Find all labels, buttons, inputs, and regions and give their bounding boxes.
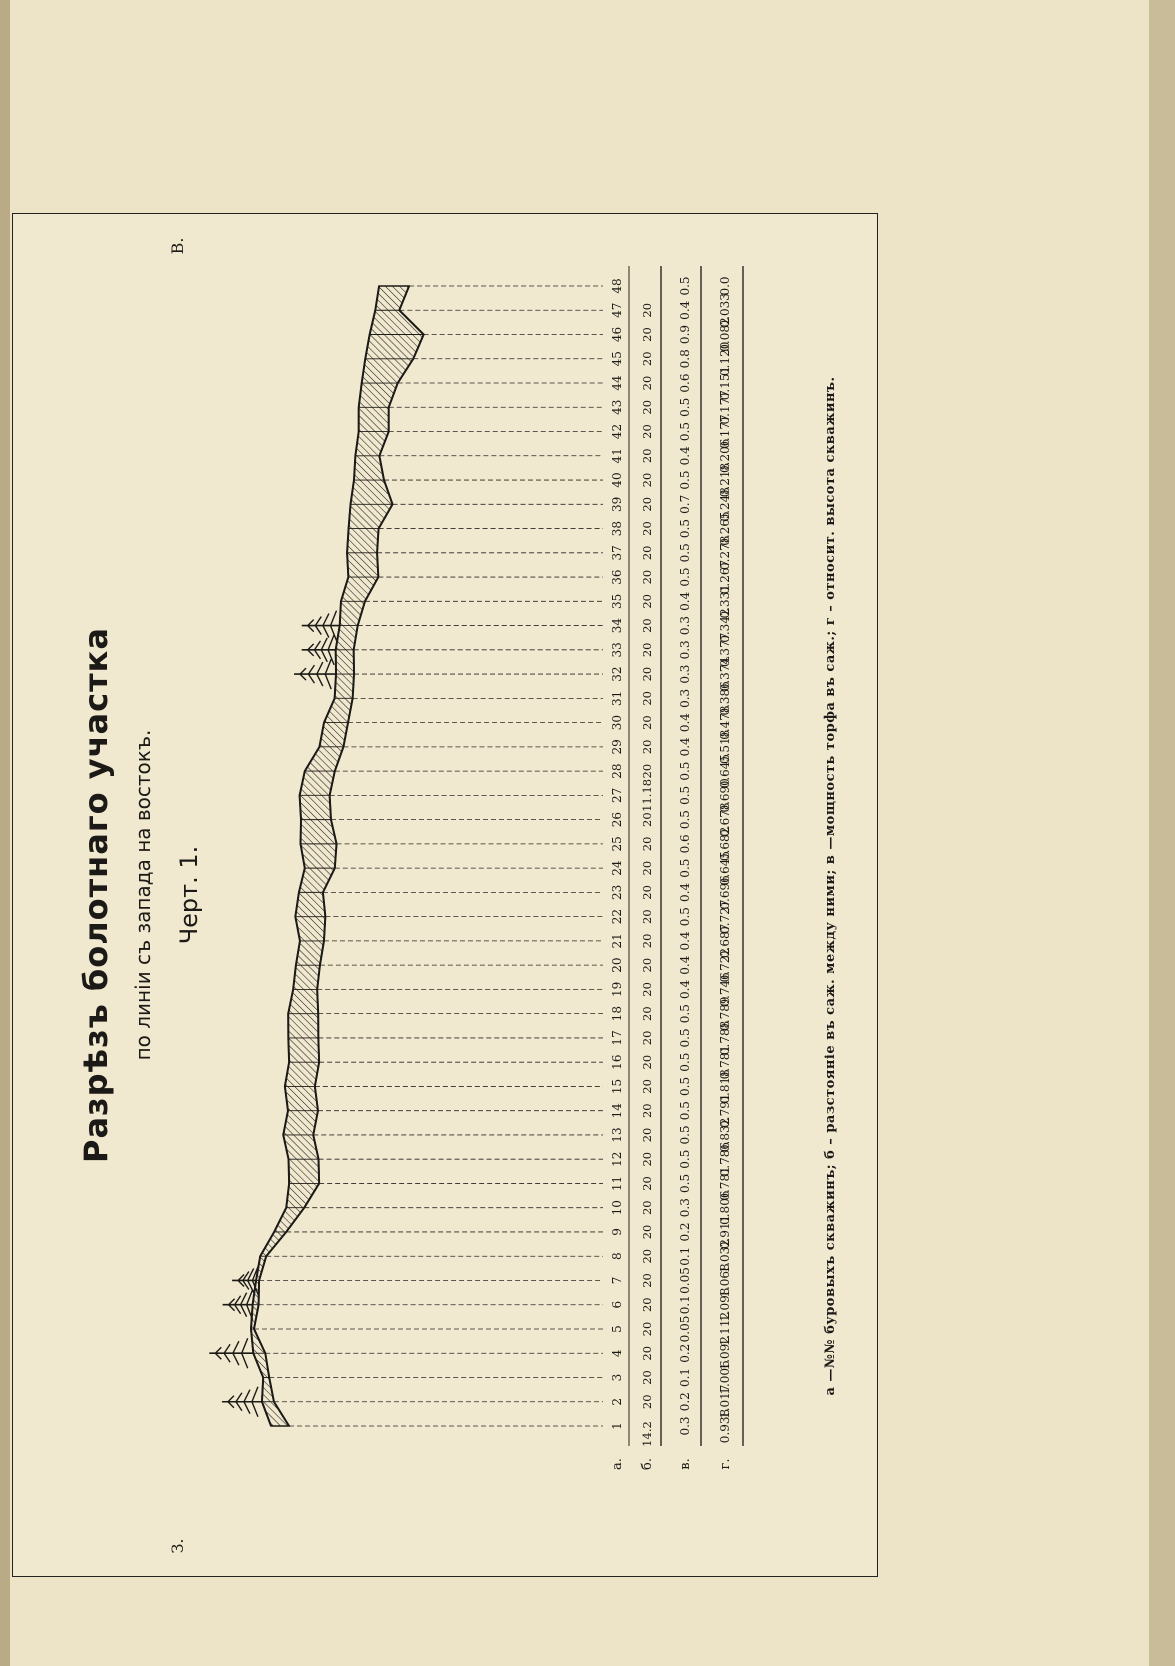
- peat-thickness-value: 0.2: [678, 1392, 692, 1412]
- peat-thickness-value: 0.5: [678, 1149, 692, 1169]
- peat-thickness-value: 0.5: [678, 1076, 692, 1096]
- peat-thickness-value: 0.5: [678, 858, 692, 878]
- distance-value: 11.18: [640, 778, 654, 812]
- peat-thickness-value: 0.1: [678, 1246, 692, 1266]
- distance-value: 20: [640, 666, 654, 682]
- figure-label: Черт. 1.: [175, 845, 203, 945]
- borehole-number: 18: [610, 1006, 624, 1022]
- peat-thickness-value: 0.1: [678, 1295, 692, 1315]
- label-east: В.: [168, 237, 187, 255]
- distance-value: 20: [640, 424, 654, 439]
- borehole-number: 4: [610, 1349, 624, 1358]
- borehole-number: 40: [610, 472, 624, 488]
- relative-height-value: 1.092: [718, 1336, 732, 1371]
- relative-height-value: 0.781: [718, 1166, 732, 1201]
- distance-value: 20: [640, 1200, 654, 1216]
- row-label-d: г.: [718, 1458, 733, 1470]
- relative-height-value: 0.342: [718, 608, 732, 643]
- relative-height-value: 0.267: [718, 559, 732, 595]
- peat-thickness-value: 0.3: [678, 664, 692, 684]
- borehole-number: 31: [610, 690, 624, 706]
- distance-value: 20: [640, 860, 654, 876]
- peat-thickness-value: 0.4: [678, 882, 692, 902]
- borehole-number: 32: [610, 666, 624, 682]
- relative-height-value: 0.518: [718, 729, 732, 765]
- relative-height-value: 0.478: [718, 705, 732, 740]
- tree-icon: [302, 611, 340, 641]
- distance-value: 20: [640, 302, 654, 318]
- distance-value: 20: [640, 1224, 654, 1240]
- distance-value: 14.2: [640, 1421, 654, 1447]
- borehole-number: 5: [610, 1325, 624, 1333]
- borehole-number: 24: [610, 860, 624, 876]
- peat-thickness-value: 0.4: [678, 591, 692, 611]
- borehole-number: 11: [610, 1175, 624, 1192]
- peat-thickness-value: 0.5: [678, 1173, 692, 1193]
- distance-value: 20: [640, 1030, 654, 1046]
- peat-thickness-value: 0.5: [678, 276, 692, 296]
- distance-value: 20: [640, 836, 654, 852]
- profile-chart: [13, 214, 877, 1576]
- borehole-number: 28: [610, 763, 624, 779]
- borehole-number: 7: [610, 1276, 624, 1285]
- relative-height-value: 0.722: [718, 947, 732, 983]
- relative-height-value: 0.248: [718, 487, 732, 522]
- legend-caption: а —№№ буровыхъ скважинъ; б – разстояніе въ саж. между ними; в —мощность торфа въ саж.; г – относит. высота скважинъ.: [823, 376, 838, 1396]
- peat-thickness-value: 0.2: [678, 1343, 692, 1363]
- relative-height-value: 1.098: [718, 1287, 732, 1322]
- relative-height-value: 0.746: [718, 972, 732, 1007]
- peat-thickness-value: 0.1: [678, 1367, 692, 1388]
- peat-thickness-value: 0.4: [678, 300, 692, 320]
- peat-thickness-value: 0.5: [678, 761, 692, 781]
- peat-thickness-value: 0.05: [678, 1315, 692, 1343]
- relative-height-value: 1.068: [718, 1263, 732, 1298]
- peat-thickness-value: 0.6: [678, 834, 692, 854]
- distance-value: 20: [640, 715, 654, 730]
- tree-icon: [294, 659, 336, 689]
- row-label-b: б.: [640, 1458, 655, 1470]
- borehole-number: 23: [610, 884, 624, 901]
- relative-height-value: 0.082: [718, 317, 732, 352]
- relative-height-value: 0.177: [718, 414, 732, 449]
- distance-value: 20: [640, 1370, 654, 1385]
- peat-thickness-value: 0.5: [678, 785, 692, 805]
- relative-height-value: 0.727: [718, 899, 732, 934]
- borehole-number: 33: [610, 642, 624, 658]
- distance-value: 20: [640, 739, 654, 755]
- borehole-number: 27: [610, 787, 624, 804]
- borehole-number: 6: [610, 1300, 624, 1309]
- peat-thickness-value: 0.2: [678, 1222, 692, 1242]
- row-label-a: а.: [610, 1458, 625, 1470]
- borehole-number: 46: [610, 326, 624, 343]
- label-west: З.: [168, 1538, 187, 1554]
- peat-thickness-value: 0.5: [678, 567, 692, 587]
- peat-thickness-value: 0.3: [678, 1198, 692, 1218]
- peat-thickness-value: 0.4: [678, 713, 692, 733]
- rotated-figure: [13, 214, 877, 1576]
- mineral-bottom-line: [254, 286, 424, 1426]
- relative-height-value: 0.818: [718, 1069, 732, 1104]
- figure-frame: [12, 213, 878, 1577]
- relative-height-value: 0.682: [718, 826, 732, 862]
- relative-height-value: 0.781: [718, 1044, 732, 1080]
- tree-icon: [223, 1290, 253, 1320]
- peat-thickness-value: 0.3: [678, 640, 692, 660]
- relative-height-value: 0.690: [718, 778, 732, 813]
- relative-height-value: 0.386: [718, 681, 732, 716]
- borehole-number: 25: [610, 836, 624, 852]
- distance-value: 20: [640, 375, 654, 391]
- figure-subtitle: по линіи съ запада на востокъ.: [131, 729, 155, 1061]
- peat-thickness-value: 0.4: [678, 955, 692, 975]
- peat-thickness-value: 0.5: [678, 1101, 692, 1121]
- borehole-number: 12: [610, 1151, 624, 1167]
- distance-value: 20: [640, 642, 654, 658]
- relative-height-value: 0.265: [718, 511, 732, 546]
- peat-thickness-value: 0.4: [678, 737, 692, 757]
- peat-thickness-value: 0.3: [678, 688, 692, 708]
- peat-thickness-value: 0.5: [678, 543, 692, 563]
- distance-value: 20: [640, 1054, 654, 1070]
- relative-height-value: 1.032: [718, 1239, 732, 1274]
- distance-value: 20: [640, 1394, 654, 1410]
- distance-value: 20: [640, 1321, 654, 1337]
- distance-value: 20: [640, 1176, 654, 1191]
- relative-height-value: 0.911: [718, 1214, 732, 1250]
- borehole-number: 20: [610, 957, 624, 973]
- relative-height-value: 0.645: [718, 850, 732, 886]
- peat-thickness-value: 0.5: [678, 421, 692, 442]
- distance-value: 20: [640, 472, 654, 488]
- borehole-number: 21: [610, 933, 624, 949]
- borehole-number: 43: [610, 399, 624, 415]
- relative-height-value: 0.645: [718, 753, 732, 789]
- peat-thickness-value: 0.5: [678, 1004, 692, 1024]
- distance-value: 20: [640, 933, 654, 949]
- figure-title: Разрѣзъ болотнаго участка: [77, 627, 115, 1163]
- distance-value: 20: [640, 399, 654, 415]
- distance-value: 20: [640, 691, 654, 706]
- distance-value: 20: [640, 1345, 654, 1361]
- relative-height-value: 0.678: [718, 802, 732, 837]
- borehole-number: 17: [610, 1030, 624, 1046]
- distance-value: 20: [640, 1297, 654, 1313]
- distance-value: 20: [640, 1079, 654, 1094]
- relative-height-value: 0.786: [718, 1142, 732, 1177]
- relative-height-value: 0.789: [718, 996, 732, 1031]
- peat-layer-area: [251, 286, 424, 1426]
- relative-height-value: 0.177: [718, 390, 732, 425]
- tree-icon: [222, 1387, 262, 1417]
- distance-value: 20: [640, 448, 654, 464]
- borehole-number: 8: [610, 1252, 624, 1261]
- relative-height-value: 1.006: [718, 1360, 732, 1395]
- peat-thickness-value: 0.9: [678, 324, 692, 345]
- peat-thickness-value: 0.5: [678, 397, 692, 417]
- borehole-number: 15: [610, 1078, 624, 1095]
- relative-height-value: 0.0: [718, 276, 732, 296]
- relative-height-value: 0.033: [718, 293, 732, 328]
- borehole-number: 37: [610, 545, 624, 561]
- peat-thickness-value: 0.5: [678, 519, 692, 539]
- relative-height-value: 0.331: [718, 584, 732, 619]
- borehole-number: 1: [610, 1422, 624, 1430]
- distance-value: 20: [640, 327, 654, 342]
- peat-thickness-value: 0.3: [678, 1416, 692, 1436]
- peat-thickness-value: 0.5: [678, 810, 692, 830]
- peat-thickness-value: 0.4: [678, 446, 692, 466]
- relative-height-value: 0.791: [718, 1093, 732, 1128]
- distance-value: 20: [640, 1273, 654, 1288]
- peat-thickness-value: 0.5: [678, 470, 692, 490]
- distance-value: 20: [640, 545, 654, 561]
- relative-height-value: 0.938: [718, 1408, 732, 1444]
- peat-thickness-value: 0.8: [678, 349, 692, 369]
- distance-value: 20: [640, 1006, 654, 1021]
- distance-value: 20: [640, 1151, 654, 1167]
- borehole-number: 48: [610, 278, 624, 294]
- distance-value: 20: [640, 496, 654, 512]
- borehole-number: 39: [610, 496, 624, 512]
- distance-value: 20: [640, 1248, 654, 1264]
- borehole-number: 16: [610, 1054, 624, 1070]
- borehole-number: 47: [610, 302, 624, 318]
- distance-value: 20: [640, 957, 654, 973]
- peat-thickness-value: 0.3: [678, 616, 692, 636]
- distance-value: 20: [640, 569, 654, 585]
- peat-thickness-value: 0.05: [678, 1267, 692, 1294]
- distance-value: 20: [640, 351, 654, 367]
- borehole-number: 3: [610, 1373, 624, 1382]
- tree-icon: [209, 1338, 253, 1368]
- peat-thickness-value: 0.7: [678, 494, 692, 514]
- peat-thickness-value: 0.5: [678, 1028, 692, 1048]
- row-label-c: в.: [678, 1458, 693, 1470]
- borehole-number: 41: [610, 448, 624, 464]
- distance-value: 20: [640, 812, 654, 827]
- borehole-number: 38: [610, 520, 624, 537]
- borehole-number: 45: [610, 351, 624, 367]
- borehole-number: 10: [610, 1200, 624, 1216]
- distance-value: 20: [640, 909, 654, 924]
- borehole-number: 36: [610, 569, 624, 585]
- distance-value: 20: [640, 618, 654, 633]
- borehole-number: 19: [610, 981, 624, 998]
- borehole-number: 9: [610, 1228, 624, 1236]
- peat-thickness-value: 0.5: [678, 907, 692, 927]
- relative-height-value: 0.696: [718, 875, 732, 910]
- distance-value: 20: [640, 763, 654, 779]
- relative-height-value: 0.687: [718, 923, 732, 959]
- page-right-edge: [1149, 0, 1175, 1666]
- distance-value: 20: [640, 1127, 654, 1143]
- peat-thickness-value: 0.5: [678, 1125, 692, 1145]
- relative-height-value: 0.806: [718, 1190, 732, 1225]
- relative-height-value: 0.120: [718, 341, 732, 376]
- relative-height-value: 0.206: [718, 438, 732, 473]
- distance-value: 20: [640, 982, 654, 997]
- relative-height-value: 1.017: [718, 1384, 732, 1419]
- borehole-number: 29: [610, 739, 624, 755]
- borehole-number: 2: [610, 1397, 624, 1406]
- relative-height-value: 1.112: [718, 1311, 732, 1347]
- relative-height-value: 0.377: [718, 632, 732, 668]
- borehole-number: 14: [610, 1103, 624, 1119]
- relative-height-value: 0.832: [718, 1117, 732, 1153]
- peat-thickness-value: 0.5: [678, 1052, 692, 1072]
- relative-height-value: 0.788: [718, 1020, 732, 1056]
- distance-value: 20: [640, 1103, 654, 1119]
- relative-height-value: 0.278: [718, 535, 732, 570]
- borehole-number: 22: [610, 908, 624, 925]
- relative-height-value: 0.151: [718, 365, 732, 401]
- page-binding-edge: [0, 0, 10, 1666]
- borehole-number: 34: [610, 617, 624, 634]
- borehole-number: 26: [610, 811, 624, 828]
- borehole-number: 35: [610, 593, 624, 609]
- peat-thickness-value: 0.6: [678, 373, 692, 393]
- distance-value: 20: [640, 593, 654, 609]
- distance-value: 20: [640, 521, 654, 536]
- peat-thickness-value: 0.4: [678, 931, 692, 951]
- peat-thickness-value: 0.4: [678, 979, 692, 999]
- distance-value: 20: [640, 885, 654, 900]
- borehole-number: 13: [610, 1127, 624, 1143]
- borehole-number: 30: [610, 714, 624, 731]
- relative-height-value: 0.374: [718, 656, 732, 692]
- borehole-number: 44: [610, 375, 624, 391]
- relative-height-value: 0.218: [718, 462, 732, 498]
- borehole-number: 42: [610, 423, 624, 440]
